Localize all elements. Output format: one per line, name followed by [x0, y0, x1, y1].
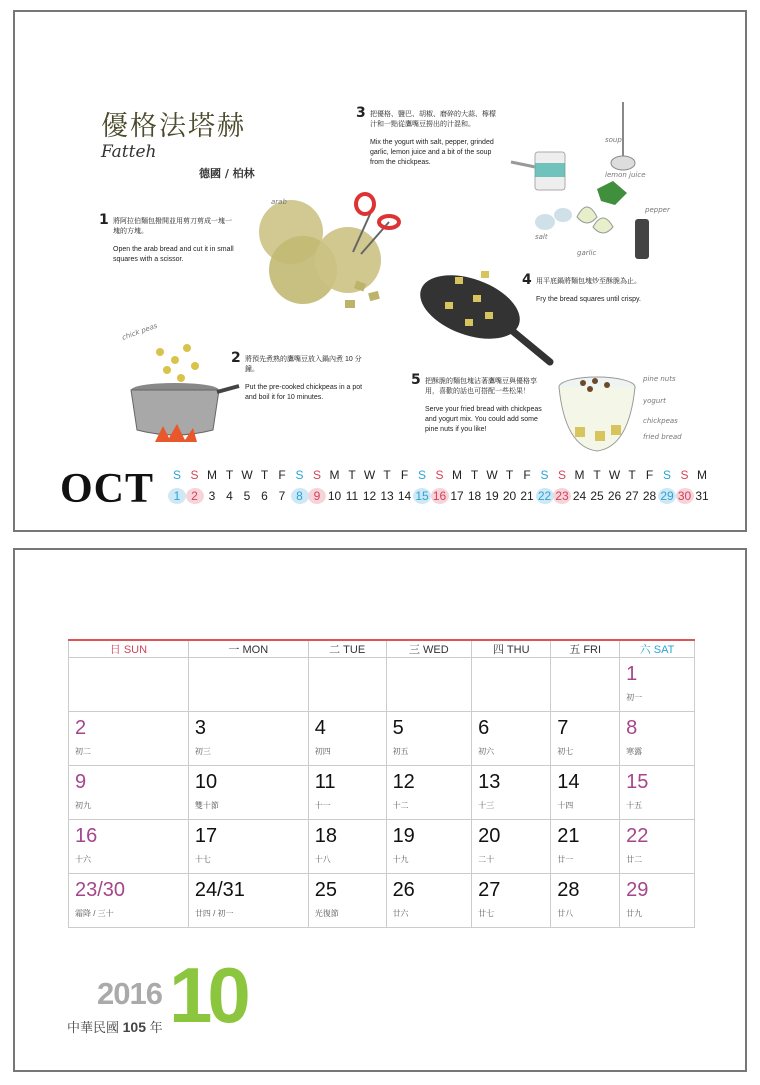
month-label: OCT: [60, 466, 155, 512]
step-number: 5: [411, 372, 421, 388]
grid-day-cell: [472, 874, 551, 928]
grid-day-cell: [308, 658, 386, 712]
step-text-en: Serve your fried bread with chickpeas and yogurt mix. You could add some pine nuts if you like!: [425, 406, 542, 433]
lunar-date: 十二: [392, 801, 409, 810]
recipe-card: [13, 10, 747, 532]
strip-day: 28: [642, 489, 657, 503]
strip-weekday: M: [207, 468, 217, 482]
grid-day-cell: [620, 712, 695, 766]
step-text-zh: 將阿拉伯麵包撥開並用剪刀剪成一塊一塊的方塊。: [113, 218, 232, 235]
grid-day-cell: [69, 712, 189, 766]
strip-weekday: W: [608, 468, 621, 482]
strip-day: 16: [431, 488, 449, 504]
day-number: 23/30: [75, 879, 126, 901]
bowl-illustration: [555, 367, 705, 462]
day-number: 19: [392, 825, 415, 847]
strip-day: 6: [261, 489, 268, 503]
grid-day-cell: [472, 712, 551, 766]
label-fried-bread: fried bread: [643, 433, 682, 441]
lunar-date: 十四: [557, 801, 574, 810]
strip-weekday: F: [523, 468, 531, 482]
pot-illustration: [115, 322, 245, 447]
grid-day-cell: [472, 658, 551, 712]
lunar-date: 廿四 / 初一: [194, 909, 234, 918]
strip-weekday: T: [260, 468, 269, 482]
day-number: 7: [557, 717, 569, 739]
day-number: 26: [392, 879, 415, 901]
grid-header-cell: 四 THU: [472, 640, 551, 658]
strip-weekday: S: [540, 468, 549, 482]
strip-weekday: W: [363, 468, 376, 482]
grid-week-row: [69, 874, 695, 928]
step-number: 4: [522, 272, 532, 288]
lunar-date: 廿六: [392, 909, 409, 918]
step-3: [356, 105, 496, 168]
strip-weekday: M: [574, 468, 585, 482]
grid-day-cell: [69, 658, 189, 712]
strip-day: 23: [553, 488, 571, 504]
strip-day: 19: [485, 489, 499, 503]
strip-day: 4: [226, 489, 233, 503]
lunar-date: 十八: [314, 855, 331, 864]
lunar-date: 十五: [626, 801, 643, 810]
grid-day-cell: [386, 874, 472, 928]
grid-header-cell: 一 MON: [188, 640, 308, 658]
grid-day-cell: [386, 766, 472, 820]
label-garlic: garlic: [577, 249, 597, 257]
lunar-date: 廿八: [557, 909, 574, 918]
lunar-date: 初九: [75, 801, 91, 810]
lunar-date: 廿九: [626, 909, 643, 918]
day-number: 20: [478, 825, 501, 847]
recipe-subtitle: Fatteh: [101, 142, 157, 162]
strip-day: 27: [625, 489, 639, 503]
strip-day: 9: [308, 488, 326, 504]
grid-day-cell: [472, 766, 551, 820]
strip-weekday: S: [172, 468, 181, 482]
lunar-date: 初三: [194, 747, 211, 756]
strip-weekday: F: [400, 468, 409, 482]
strip-day: 24: [572, 489, 587, 503]
grid-day-cell: [551, 820, 620, 874]
month-strip: [168, 467, 708, 509]
strip-weekday: S: [190, 468, 199, 482]
grid-week-row: [69, 820, 695, 874]
roc-year-label: [67, 1017, 163, 1036]
strip-weekday: T: [505, 468, 514, 482]
label-yogurt: yogurt: [643, 397, 666, 405]
lunar-date: 廿七: [478, 909, 495, 918]
day-number: 16: [75, 825, 98, 847]
strip-day: 20: [502, 489, 517, 503]
grid-header-cell: 日 SUN: [69, 640, 189, 658]
day-number: 8: [626, 717, 638, 739]
lunar-date: 初五: [392, 747, 409, 756]
strip-weekday: S: [417, 468, 426, 482]
day-number: 15: [626, 771, 649, 793]
label-arab: arab: [271, 198, 287, 206]
label-chickpeas-bowl: chickpeas: [643, 417, 678, 425]
grid-day-cell: [188, 712, 308, 766]
strip-day: 31: [695, 489, 709, 503]
label-pine-nuts: pine nuts: [643, 375, 676, 383]
grid-week-row: [69, 658, 695, 712]
big-month-number: 10: [169, 951, 246, 1039]
strip-day: 2: [186, 488, 204, 504]
step-text-zh: 用平底鍋將麵包塊炒至酥脆為止。: [536, 278, 641, 285]
grid-day-cell: [69, 766, 189, 820]
strip-day: 3: [208, 489, 216, 503]
lunar-date: 初六: [478, 747, 495, 756]
strip-weekday: T: [628, 468, 636, 482]
strip-weekday: S: [662, 468, 671, 482]
day-number: 18: [314, 825, 337, 847]
strip-day: 12: [362, 489, 377, 503]
strip-day: 1: [168, 488, 186, 504]
step-text-en: Put the pre-cooked chickpeas in a pot and boil it for 10 minutes.: [245, 384, 363, 401]
bread-illustration: [243, 182, 403, 317]
lunar-date: 廿一: [557, 855, 574, 864]
day-number: 13: [478, 771, 501, 793]
grid-header-cell: 六 SAT: [620, 640, 695, 658]
grid-day-cell: [551, 766, 620, 820]
grid-day-cell: [386, 658, 472, 712]
label-salt: salt: [535, 233, 548, 241]
calendar-card: [13, 548, 747, 1072]
day-number: 25: [314, 879, 337, 901]
strip-day: 8: [291, 488, 309, 504]
strip-day: 29: [658, 488, 676, 504]
grid-day-cell: [551, 874, 620, 928]
step-text-en: Open the arab bread and cut it in small squares with a scissor.: [113, 246, 234, 263]
grid-week-row: [69, 766, 695, 820]
strip-weekday: T: [593, 468, 601, 482]
grid-day-cell: [620, 766, 695, 820]
step-1: [99, 212, 235, 265]
lunar-date: 初一: [626, 693, 643, 702]
step-text-zh: 把優格、鹽巴、胡椒、磨碎的大蒜、檸檬汁和一點從鷹嘴豆撈出的汁混和。: [370, 111, 496, 128]
grid-header-cell: 二 TUE: [308, 640, 386, 658]
grid-day-cell: [386, 712, 472, 766]
strip-weekday: T: [348, 468, 356, 482]
grid-day-cell: [188, 874, 308, 928]
grid-day-cell: [620, 820, 695, 874]
day-number: 22: [626, 825, 649, 847]
strip-day: 30: [676, 488, 694, 504]
step-5: [411, 372, 549, 435]
grid-day-cell: [308, 712, 386, 766]
lunar-date: 初四: [314, 747, 331, 756]
grid-day-cell: [551, 712, 620, 766]
day-number: 12: [392, 771, 415, 793]
strip-weekday: T: [225, 468, 234, 482]
step-text-zh: 將預先煮熟的鷹嘴豆放入鍋內煮 10 分鐘。: [245, 356, 362, 373]
grid-day-cell: [472, 820, 551, 874]
day-number: 29: [626, 879, 649, 901]
month-grid: [68, 639, 695, 928]
strip-weekday-row: [168, 467, 708, 488]
day-number: 24/31: [194, 879, 245, 901]
strip-day: 21: [520, 489, 534, 503]
grid-header-cell: 三 WED: [386, 640, 472, 658]
strip-day: 26: [607, 489, 622, 503]
strip-day: 14: [397, 489, 412, 503]
lunar-date: 寒露: [626, 747, 643, 756]
day-number: 27: [478, 879, 501, 901]
label-soup: soup: [605, 136, 622, 144]
step-text-en: Fry the bread squares until crispy.: [536, 296, 641, 303]
strip-weekday: T: [470, 468, 479, 482]
day-number: 6: [478, 717, 490, 739]
day-number: 28: [557, 879, 580, 901]
grid-header-row: [69, 640, 695, 658]
lunar-date: 雙十節: [194, 801, 219, 810]
recipe-title: 優格法塔赫: [101, 111, 246, 142]
lunar-date: 十三: [478, 801, 495, 810]
lunar-date: 十七: [194, 855, 211, 864]
grid-day-cell: [620, 658, 695, 712]
strip-day: 18: [467, 489, 482, 503]
lunar-date: 初七: [557, 747, 574, 756]
roc-prefix: 中華民國: [67, 1020, 120, 1035]
strip-weekday: M: [329, 468, 340, 482]
strip-weekday: S: [680, 468, 689, 482]
strip-weekday: S: [557, 468, 566, 482]
strip-day: 5: [243, 489, 251, 503]
strip-weekday: F: [645, 468, 654, 482]
strip-weekday: S: [435, 468, 444, 482]
lunar-date: 十九: [392, 855, 409, 864]
strip-day: 22: [536, 488, 554, 504]
grid-day-cell: [620, 874, 695, 928]
strip-weekday: F: [278, 468, 286, 482]
strip-day: 15: [413, 488, 431, 504]
lunar-date: 十一: [314, 801, 331, 810]
grid-week-row: [69, 712, 695, 766]
strip-weekday: M: [452, 468, 462, 482]
grid-day-cell: [308, 820, 386, 874]
pan-illustration: [415, 257, 555, 372]
label-chickpeas: chick peas: [120, 322, 159, 342]
lunar-date: 十六: [75, 855, 91, 864]
strip-day: 10: [327, 489, 342, 503]
strip-weekday: S: [312, 468, 321, 482]
day-number: 4: [314, 717, 326, 739]
grid-day-cell: [386, 820, 472, 874]
step-text-en: Mix the yogurt with salt, pepper, grinded garlic, lemon juice and a bit of the soup from the chickpeas.: [370, 139, 494, 166]
strip-day: 11: [345, 489, 359, 503]
grid-day-cell: [188, 820, 308, 874]
lunar-date: 廿二: [626, 855, 643, 864]
day-number: 21: [557, 825, 580, 847]
strip-day: 17: [450, 489, 464, 503]
grid-day-cell: [308, 874, 386, 928]
step-number: 1: [99, 212, 109, 228]
grid-day-cell: [188, 658, 308, 712]
day-number: 9: [75, 771, 87, 793]
strip-day: 7: [278, 489, 286, 503]
day-number: 17: [194, 825, 218, 847]
grid-header-cell: 五 FRI: [551, 640, 620, 658]
day-number: 3: [194, 717, 206, 739]
step-number: 3: [356, 105, 366, 121]
year-label: 2016: [97, 976, 162, 1011]
day-number: 5: [392, 717, 404, 739]
day-number: 14: [557, 771, 580, 793]
strip-day: 13: [380, 489, 394, 503]
label-lemon-juice: lemon juice: [605, 171, 646, 179]
strip-day: 25: [590, 489, 604, 503]
ingredients-illustration: [505, 97, 675, 277]
grid-day-cell: [308, 766, 386, 820]
day-number: 10: [194, 771, 218, 793]
lunar-date: 光復節: [314, 909, 339, 918]
lunar-date: 霜降 / 三十: [75, 909, 114, 918]
label-pepper: pepper: [645, 206, 670, 214]
step-number: 2: [231, 350, 241, 366]
strip-weekday: M: [697, 468, 707, 482]
step-2: [231, 350, 363, 403]
lunar-date: 二十: [478, 855, 495, 864]
lunar-date: 初二: [75, 747, 91, 756]
day-number: 1: [626, 663, 638, 685]
day-number: 11: [314, 771, 336, 793]
strip-weekday: W: [486, 468, 498, 482]
strip-weekday: S: [295, 468, 304, 482]
grid-day-cell: [551, 658, 620, 712]
step-text-zh: 把酥脆的麵包塊沾著鷹嘴豆與優格享用，喜歡的話也可搭配一些松果！: [425, 378, 537, 395]
roc-suffix: 年: [149, 1020, 163, 1035]
grid-day-cell: [69, 820, 189, 874]
roc-year: 105: [122, 1019, 146, 1035]
strip-weekday: W: [241, 468, 253, 482]
recipe-origin: 德國 / 柏林: [199, 167, 255, 180]
grid-day-cell: [188, 766, 308, 820]
strip-weekday: T: [383, 468, 391, 482]
grid-day-cell: [69, 874, 189, 928]
day-number: 2: [75, 717, 87, 739]
strip-day-row: [168, 488, 708, 509]
